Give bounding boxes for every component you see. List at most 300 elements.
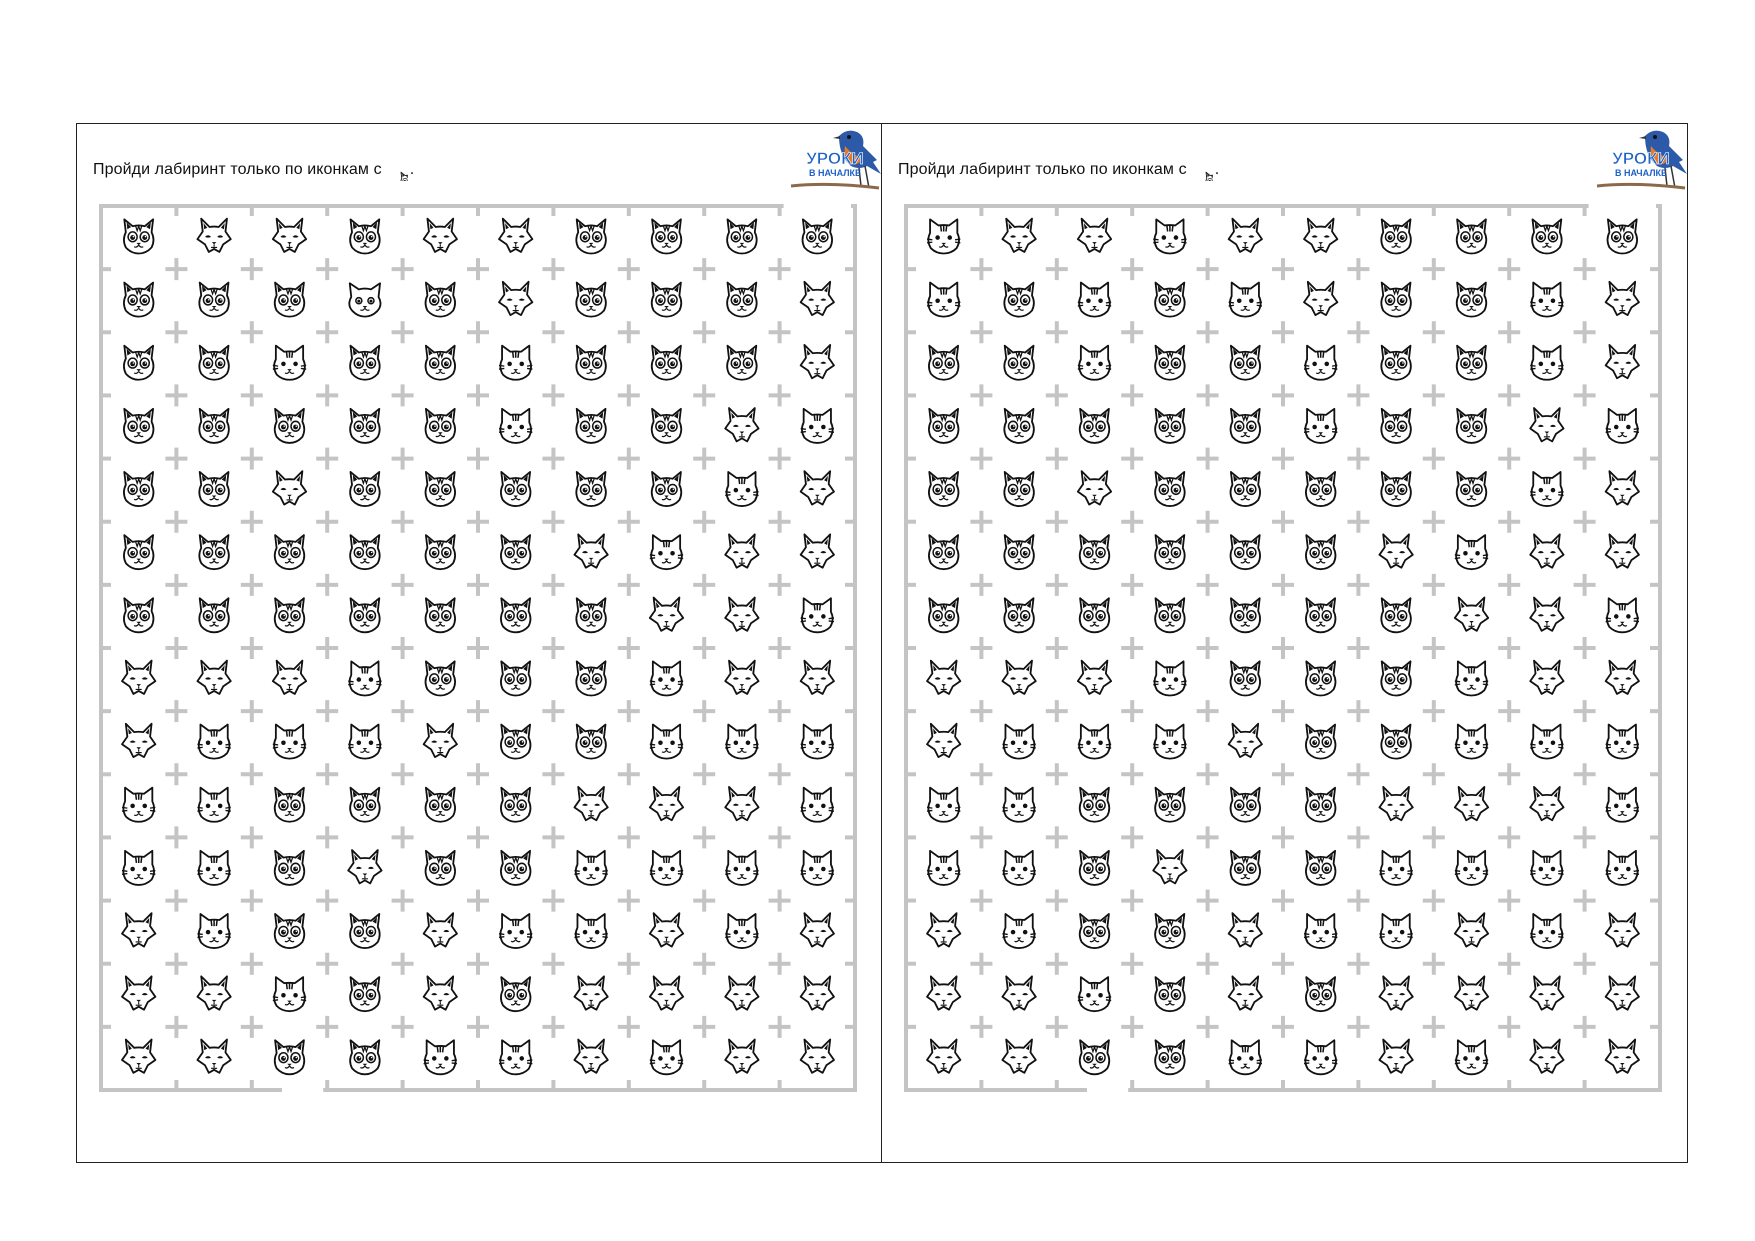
cat-face-bigeyes-icon[interactable] — [501, 535, 531, 569]
cat-face-bigeyes-icon[interactable] — [1155, 283, 1185, 317]
cat-face-striped-icon[interactable] — [650, 851, 683, 885]
cat-face-striped-icon[interactable] — [1304, 914, 1337, 948]
fox-cat-face-icon[interactable] — [273, 471, 306, 504]
fox-cat-face-icon[interactable] — [197, 976, 230, 1009]
cat-face-bigeyes-icon[interactable] — [1080, 851, 1110, 885]
cat-face-bigeyes-icon[interactable] — [275, 535, 305, 569]
fox-cat-face-icon[interactable] — [348, 850, 381, 883]
fox-cat-face-icon[interactable] — [1530, 661, 1563, 694]
cat-face-bigeyes-icon[interactable] — [1608, 219, 1638, 253]
fox-cat-face-icon[interactable] — [1530, 597, 1563, 630]
cat-face-bigeyes-icon[interactable] — [1306, 661, 1336, 695]
maze-wall-cross — [241, 384, 263, 406]
cat-face-bigeyes-icon[interactable] — [1155, 472, 1185, 506]
maze-wall-cross — [1347, 258, 1369, 280]
cat-face-bigeyes-icon[interactable] — [652, 283, 682, 317]
cat-face-striped-icon[interactable] — [801, 598, 834, 632]
fox-cat-face-icon[interactable] — [424, 913, 457, 946]
cat-face-bigeyes-icon[interactable] — [350, 598, 380, 632]
cat-face-bigeyes-icon[interactable] — [1155, 914, 1185, 948]
cat-face-bigeyes-icon[interactable] — [1004, 283, 1034, 317]
cat-face-bigeyes-icon[interactable] — [1306, 788, 1336, 822]
cat-face-bigeyes-icon[interactable] — [1231, 535, 1261, 569]
cat-face-bigeyes-icon[interactable] — [1306, 598, 1336, 632]
fox-cat-face-icon[interactable] — [1153, 850, 1186, 883]
cat-face-bigeyes-icon[interactable] — [929, 598, 959, 632]
cat-face-bigeyes-icon[interactable] — [350, 535, 380, 569]
fox-cat-face-icon[interactable] — [801, 282, 834, 315]
fox-cat-face-icon[interactable] — [424, 219, 457, 252]
cat-face-striped-icon[interactable] — [122, 788, 155, 822]
cat-face-striped-icon[interactable] — [1530, 725, 1563, 759]
fox-cat-face-icon[interactable] — [273, 219, 306, 252]
cat-face-bigeyes-icon[interactable] — [1004, 598, 1034, 632]
cat-face-striped-icon[interactable] — [197, 851, 230, 885]
cat-face-bigeyes-icon[interactable] — [275, 914, 305, 948]
fox-cat-face-icon[interactable] — [1229, 976, 1262, 1009]
cat-face-bigeyes-icon[interactable] — [199, 346, 229, 380]
cat-face-striped-icon[interactable] — [927, 283, 960, 317]
fox-cat-face-icon[interactable] — [1304, 282, 1337, 315]
cat-face-striped-icon[interactable] — [1229, 283, 1262, 317]
cat-face-bigeyes-icon[interactable] — [1306, 535, 1336, 569]
instruction-text — [898, 159, 1219, 181]
cat-face-striped-icon[interactable] — [197, 914, 230, 948]
cat-face-bigeyes-icon[interactable] — [576, 661, 606, 695]
cat-face-bigeyes-icon[interactable] — [652, 346, 682, 380]
cat-face-bigeyes-icon[interactable] — [124, 535, 154, 569]
cat-face-bigeyes-icon[interactable] — [124, 346, 154, 380]
cat-face-striped-icon[interactable] — [499, 914, 532, 948]
cat-face-bigeyes-icon[interactable] — [426, 346, 456, 380]
cat-face-bigeyes-icon[interactable] — [1457, 472, 1487, 506]
cat-face-striped-icon[interactable] — [1379, 914, 1412, 948]
cat-face-striped-icon[interactable] — [801, 788, 834, 822]
cat-face-bigeyes-icon[interactable] — [350, 914, 380, 948]
cat-face-striped-icon[interactable] — [1379, 851, 1412, 885]
fox-cat-face-icon[interactable] — [801, 1039, 834, 1072]
fox-cat-face-icon[interactable] — [1078, 471, 1111, 504]
cat-face-bigeyes-icon[interactable] — [1231, 346, 1261, 380]
cat-face-bigeyes-icon[interactable] — [576, 346, 606, 380]
cat-face-striped-icon[interactable] — [1002, 851, 1035, 885]
fox-cat-face-icon[interactable] — [1530, 976, 1563, 1009]
cat-face-bigeyes-icon[interactable] — [1381, 219, 1411, 253]
cat-face-striped-icon[interactable] — [499, 409, 532, 443]
fox-cat-face-icon[interactable] — [801, 661, 834, 694]
cat-face-bigeyes-icon[interactable] — [1381, 725, 1411, 759]
cat-face-striped-icon[interactable] — [725, 851, 758, 885]
fox-cat-face-icon[interactable] — [725, 408, 758, 441]
fox-cat-face-icon[interactable] — [1606, 913, 1639, 946]
cat-face-bigeyes-icon[interactable] — [1155, 535, 1185, 569]
maze-wall-cross — [970, 448, 992, 470]
fox-cat-face-icon[interactable] — [801, 976, 834, 1009]
cat-face-striped-icon[interactable] — [197, 725, 230, 759]
fox-cat-face-icon[interactable] — [122, 661, 155, 694]
cat-face-bigeyes-icon[interactable] — [350, 219, 380, 253]
fox-cat-face-icon[interactable] — [574, 534, 607, 567]
fox-cat-face-icon[interactable] — [1606, 1039, 1639, 1072]
cat-face-striped-icon[interactable] — [1002, 914, 1035, 948]
fox-cat-face-icon[interactable] — [1379, 1039, 1412, 1072]
cat-face-bigeyes-icon[interactable] — [124, 598, 154, 632]
fox-cat-face-icon[interactable] — [1229, 724, 1262, 757]
cat-face-bigeyes-icon[interactable] — [275, 409, 305, 443]
fox-cat-face-icon[interactable] — [725, 976, 758, 1009]
cat-face-striped-icon[interactable] — [650, 725, 683, 759]
cat-face-bigeyes-icon[interactable] — [275, 283, 305, 317]
cat-face-bigeyes-icon[interactable] — [576, 472, 606, 506]
cat-face-bigeyes-icon[interactable] — [1080, 409, 1110, 443]
cat-face-bigeyes-icon[interactable] — [576, 283, 606, 317]
cat-face-bigeyes-icon[interactable] — [124, 219, 154, 253]
cat-face-striped-icon[interactable] — [1078, 283, 1111, 317]
cat-face-striped-icon[interactable] — [1530, 346, 1563, 380]
cat-face-striped-icon[interactable] — [1530, 283, 1563, 317]
cat-face-striped-icon[interactable] — [1078, 346, 1111, 380]
cat-face-striped-icon[interactable] — [1530, 914, 1563, 948]
cat-face-bigeyes-icon[interactable] — [124, 409, 154, 443]
cat-face-bigeyes-icon[interactable] — [576, 219, 606, 253]
cat-face-bigeyes-icon[interactable] — [426, 283, 456, 317]
cat-face-bigeyes-icon[interactable] — [1532, 219, 1562, 253]
fox-cat-face-icon[interactable] — [650, 913, 683, 946]
fox-cat-face-icon[interactable] — [801, 345, 834, 378]
fox-cat-face-icon[interactable] — [1078, 219, 1111, 252]
cat-face-striped-icon[interactable] — [725, 725, 758, 759]
cat-face-bigeyes-icon[interactable] — [1231, 851, 1261, 885]
fox-cat-face-icon[interactable] — [273, 661, 306, 694]
cat-face-striped-icon[interactable] — [650, 1040, 683, 1074]
cat-face-bigeyes-icon[interactable] — [1080, 598, 1110, 632]
cat-face-striped-icon[interactable] — [1078, 725, 1111, 759]
fox-cat-face-icon[interactable] — [197, 1039, 230, 1072]
fox-cat-face-icon[interactable] — [725, 787, 758, 820]
fox-cat-face-icon[interactable] — [1002, 1039, 1035, 1072]
cat-face-bigeyes-icon[interactable] — [1080, 535, 1110, 569]
maze-grid[interactable] — [93, 198, 863, 1098]
fox-cat-face-icon[interactable] — [1606, 661, 1639, 694]
fox-cat-face-icon[interactable] — [1606, 345, 1639, 378]
fox-cat-face-icon[interactable] — [1002, 661, 1035, 694]
cat-face-bigeyes-icon[interactable] — [350, 977, 380, 1011]
cat-face-bigeyes-icon[interactable] — [501, 851, 531, 885]
fox-cat-face-icon[interactable] — [1606, 976, 1639, 1009]
cat-face-bigeyes-icon[interactable] — [929, 409, 959, 443]
cat-face-bigeyes-icon[interactable] — [1381, 346, 1411, 380]
cat-face-striped-icon[interactable] — [273, 346, 306, 380]
cat-face-bigeyes-icon[interactable] — [1155, 346, 1185, 380]
cat-face-striped-icon[interactable] — [1304, 346, 1337, 380]
cat-face-bigeyes-icon[interactable] — [426, 535, 456, 569]
cat-face-bigeyes-icon[interactable] — [652, 409, 682, 443]
fox-cat-face-icon[interactable] — [424, 976, 457, 1009]
cat-face-bigeyes-icon[interactable] — [199, 472, 229, 506]
cat-face-bigeyes-icon[interactable] — [652, 472, 682, 506]
cat-face-bigeyes-icon[interactable] — [426, 472, 456, 506]
cat-face-bigeyes-icon[interactable] — [1004, 346, 1034, 380]
cat-face-bigeyes-icon[interactable] — [1155, 598, 1185, 632]
maze-wall-cross — [1347, 511, 1369, 533]
cat-face-striped-icon[interactable] — [499, 346, 532, 380]
cat-face-bigeyes-icon[interactable] — [1457, 346, 1487, 380]
fox-cat-face-icon[interactable] — [1002, 976, 1035, 1009]
fox-cat-face-icon[interactable] — [650, 597, 683, 630]
cat-face-bigeyes-icon[interactable] — [1306, 472, 1336, 506]
fox-cat-face-icon[interactable] — [574, 976, 607, 1009]
maze-wall-cross — [1046, 574, 1068, 596]
fox-cat-face-icon[interactable] — [1530, 1039, 1563, 1072]
maze-wall-cross — [316, 321, 338, 343]
fox-cat-face-icon[interactable] — [927, 661, 960, 694]
fox-cat-face-icon[interactable] — [725, 597, 758, 630]
fox-cat-face-icon[interactable] — [1379, 787, 1412, 820]
cat-face-striped-icon[interactable] — [424, 1040, 457, 1074]
cat-face-bigeyes-icon[interactable] — [501, 977, 531, 1011]
cat-face-bigeyes-icon[interactable] — [727, 283, 757, 317]
cat-face-striped-icon[interactable] — [650, 535, 683, 569]
fox-cat-face-icon[interactable] — [499, 282, 532, 315]
cat-face-bigeyes-icon[interactable] — [1155, 977, 1185, 1011]
cat-face-bigeyes-icon[interactable] — [1155, 788, 1185, 822]
cat-face-striped-icon[interactable] — [1455, 1040, 1488, 1074]
fox-cat-face-icon[interactable] — [574, 1039, 607, 1072]
cat-face-striped-icon[interactable] — [650, 661, 683, 695]
cat-face-bigeyes-icon[interactable] — [1381, 598, 1411, 632]
cat-face-bigeyes-icon[interactable] — [1004, 472, 1034, 506]
fox-cat-face-icon[interactable] — [122, 1039, 155, 1072]
cat-face-bigeyes-icon[interactable] — [1080, 914, 1110, 948]
cat-face-striped-icon[interactable] — [927, 788, 960, 822]
cat-face-bigeyes-icon[interactable] — [350, 409, 380, 443]
cat-face-striped-icon[interactable] — [1002, 788, 1035, 822]
cat-face-bigeyes-icon[interactable] — [426, 661, 456, 695]
cat-face-bigeyes-icon[interactable] — [275, 788, 305, 822]
fox-cat-face-icon[interactable] — [1606, 471, 1639, 504]
cat-face-striped-icon[interactable] — [927, 219, 960, 253]
fox-cat-face-icon[interactable] — [725, 534, 758, 567]
fox-cat-face-icon[interactable] — [1455, 913, 1488, 946]
cat-face-bigeyes-icon[interactable] — [501, 472, 531, 506]
cat-face-striped-icon[interactable] — [1455, 725, 1488, 759]
cat-face-bigeyes-icon[interactable] — [929, 535, 959, 569]
cat-face-striped-icon[interactable] — [1153, 725, 1186, 759]
maze-wall-cross — [165, 321, 187, 343]
cat-face-striped-icon[interactable] — [1455, 535, 1488, 569]
fox-cat-face-icon[interactable] — [1455, 976, 1488, 1009]
cat-face-bigeyes-icon[interactable] — [1080, 788, 1110, 822]
cat-face-bigeyes-icon[interactable] — [199, 283, 229, 317]
fox-cat-face-icon[interactable] — [725, 1039, 758, 1072]
cat-face-bigeyes-icon[interactable] — [1004, 535, 1034, 569]
cat-face-striped-icon[interactable] — [927, 851, 960, 885]
maze-wall-cross — [693, 258, 715, 280]
fox-cat-face-icon[interactable] — [1530, 408, 1563, 441]
cat-face-striped-icon[interactable] — [801, 725, 834, 759]
cat-face-bigeyes-icon[interactable] — [1231, 598, 1261, 632]
maze-wall-cross — [618, 637, 640, 659]
fox-cat-face-icon[interactable] — [499, 219, 532, 252]
cat-face-bigeyes-icon[interactable] — [199, 409, 229, 443]
cat-face-bigeyes-icon[interactable] — [576, 598, 606, 632]
cat-face-bigeyes-icon[interactable] — [576, 725, 606, 759]
cat-face-bigeyes-icon[interactable] — [929, 472, 959, 506]
fox-cat-face-icon[interactable] — [1455, 787, 1488, 820]
fox-cat-face-icon[interactable] — [927, 976, 960, 1009]
maze-wall-cross — [1046, 511, 1068, 533]
cat-face-bigeyes-icon[interactable] — [1381, 409, 1411, 443]
fox-cat-face-icon[interactable] — [122, 913, 155, 946]
cat-face-bigeyes-icon[interactable] — [501, 598, 531, 632]
cat-face-striped-icon[interactable] — [574, 851, 607, 885]
cat-face-striped-icon[interactable] — [197, 788, 230, 822]
cat-face-striped-icon[interactable] — [1606, 788, 1639, 822]
cat-face-bigeyes-icon[interactable] — [350, 1040, 380, 1074]
cat-face-striped-icon[interactable] — [1606, 409, 1639, 443]
cat-face-striped-icon[interactable] — [1606, 725, 1639, 759]
fox-cat-face-icon[interactable] — [1606, 534, 1639, 567]
maze-wall-cross — [1347, 700, 1369, 722]
cat-face-bigeyes-icon[interactable] — [426, 788, 456, 822]
cat-face-bigeyes-icon[interactable] — [350, 788, 380, 822]
cat-face-bigeyes-icon[interactable] — [1080, 1040, 1110, 1074]
cat-face-striped-icon[interactable] — [1530, 472, 1563, 506]
cat-face-bigeyes-icon[interactable] — [199, 598, 229, 632]
cat-face-bigeyes-icon[interactable] — [350, 346, 380, 380]
cat-face-striped-icon[interactable] — [273, 725, 306, 759]
cat-face-bigeyes-icon[interactable] — [727, 346, 757, 380]
maze-wall-cross — [316, 953, 338, 975]
cat-face-bigeyes-icon[interactable] — [501, 788, 531, 822]
fox-cat-face-icon[interactable] — [927, 913, 960, 946]
cat-face-striped-icon[interactable] — [725, 472, 758, 506]
cat-face-striped-icon[interactable] — [1606, 598, 1639, 632]
fox-cat-face-icon[interactable] — [1606, 282, 1639, 315]
cat-face-striped-icon[interactable] — [273, 977, 306, 1011]
cat-face-bigeyes-icon[interactable] — [426, 409, 456, 443]
fox-cat-face-icon[interactable] — [927, 724, 960, 757]
fox-cat-face-icon[interactable] — [1379, 534, 1412, 567]
maze-grid[interactable] — [898, 198, 1668, 1098]
cat-face-striped-icon[interactable] — [1606, 851, 1639, 885]
cat-face-bigeyes-icon[interactable] — [501, 661, 531, 695]
maze-wall-cross — [165, 511, 187, 533]
cat-face-bigeyes-icon[interactable] — [426, 598, 456, 632]
cat-face-striped-icon[interactable] — [1078, 977, 1111, 1011]
cat-face-striped-icon[interactable] — [1304, 1040, 1337, 1074]
fox-cat-face-icon[interactable] — [197, 661, 230, 694]
cat-face-bigeyes-icon[interactable] — [1381, 472, 1411, 506]
cat-face-bigeyes-icon[interactable] — [124, 472, 154, 506]
cat-face-bigeyes-icon[interactable] — [652, 219, 682, 253]
cat-face-striped-icon[interactable] — [1153, 219, 1186, 253]
maze-wall-cross — [392, 953, 414, 975]
cat-face-striped-icon[interactable] — [801, 851, 834, 885]
cat-face-bigeyes-icon[interactable] — [1306, 725, 1336, 759]
cat-face-bigeyes-icon[interactable] — [199, 535, 229, 569]
cat-face-bigeyes-icon[interactable] — [501, 725, 531, 759]
fox-cat-face-icon[interactable] — [801, 471, 834, 504]
cat-face-bigeyes-icon[interactable] — [803, 219, 833, 253]
fox-cat-face-icon[interactable] — [1002, 219, 1035, 252]
cat-face-striped-icon[interactable] — [1153, 661, 1186, 695]
cat-face-striped-icon[interactable] — [1455, 661, 1488, 695]
maze-wall-cross — [1498, 953, 1520, 975]
cat-face-round-icon[interactable] — [349, 283, 380, 316]
cat-face-bigeyes-icon[interactable] — [1231, 409, 1261, 443]
cat-face-bigeyes-icon[interactable] — [1231, 661, 1261, 695]
fox-cat-face-icon[interactable] — [1379, 976, 1412, 1009]
cat-face-bigeyes-icon[interactable] — [1457, 409, 1487, 443]
cat-face-bigeyes-icon[interactable] — [1306, 851, 1336, 885]
cat-face-striped-icon[interactable] — [574, 914, 607, 948]
fox-cat-face-icon[interactable] — [122, 976, 155, 1009]
cat-face-striped-icon[interactable] — [801, 409, 834, 443]
fox-cat-face-icon[interactable] — [801, 913, 834, 946]
cat-face-bigeyes-icon[interactable] — [727, 219, 757, 253]
cat-face-bigeyes-icon[interactable] — [1457, 283, 1487, 317]
fox-cat-face-icon[interactable] — [424, 724, 457, 757]
cat-face-bigeyes-icon[interactable] — [350, 472, 380, 506]
cat-face-bigeyes-icon[interactable] — [1306, 977, 1336, 1011]
fox-cat-face-icon[interactable] — [927, 1039, 960, 1072]
fox-cat-face-icon[interactable] — [1530, 534, 1563, 567]
fox-cat-face-icon[interactable] — [725, 661, 758, 694]
cat-face-striped-icon[interactable] — [348, 725, 381, 759]
cat-face-bigeyes-icon[interactable] — [1155, 1040, 1185, 1074]
cat-face-bigeyes-icon[interactable] — [426, 851, 456, 885]
fox-cat-face-icon[interactable] — [1229, 219, 1262, 252]
fox-cat-face-icon[interactable] — [1304, 219, 1337, 252]
cat-face-striped-icon[interactable] — [1304, 409, 1337, 443]
cat-face-striped-icon[interactable] — [1229, 1040, 1262, 1074]
fox-cat-face-icon[interactable] — [650, 976, 683, 1009]
fox-cat-face-icon[interactable] — [1229, 913, 1262, 946]
cat-face-striped-icon[interactable] — [499, 1040, 532, 1074]
cat-face-striped-icon[interactable] — [122, 851, 155, 885]
cat-face-bigeyes-icon[interactable] — [1155, 409, 1185, 443]
maze-wall-cross — [1046, 321, 1068, 343]
cat-face-bigeyes-icon[interactable] — [1457, 219, 1487, 253]
cat-face-striped-icon[interactable] — [1530, 851, 1563, 885]
cat-face-bigeyes-icon[interactable] — [124, 283, 154, 317]
cat-face-bigeyes-icon[interactable] — [1381, 283, 1411, 317]
fox-cat-face-icon[interactable] — [1530, 787, 1563, 820]
cat-face-bigeyes-icon[interactable] — [1231, 472, 1261, 506]
fox-cat-face-icon[interactable] — [1455, 597, 1488, 630]
cat-face-bigeyes-icon[interactable] — [929, 346, 959, 380]
cat-face-striped-icon[interactable] — [725, 914, 758, 948]
cat-face-striped-icon[interactable] — [348, 661, 381, 695]
cat-face-bigeyes-icon[interactable] — [275, 598, 305, 632]
cat-face-bigeyes-icon[interactable] — [1231, 788, 1261, 822]
fox-cat-face-icon[interactable] — [122, 724, 155, 757]
cat-face-striped-icon[interactable] — [1002, 725, 1035, 759]
cat-face-bigeyes-icon[interactable] — [1004, 409, 1034, 443]
fox-cat-face-icon[interactable] — [801, 534, 834, 567]
fox-cat-face-icon[interactable] — [197, 219, 230, 252]
fox-cat-face-icon[interactable] — [574, 787, 607, 820]
brand-logo — [1595, 126, 1687, 198]
fox-cat-face-icon[interactable] — [650, 787, 683, 820]
cat-face-bigeyes-icon[interactable] — [576, 409, 606, 443]
fox-cat-face-icon[interactable] — [1078, 661, 1111, 694]
cat-face-striped-icon[interactable] — [1455, 851, 1488, 885]
cat-face-bigeyes-icon[interactable] — [1381, 661, 1411, 695]
cat-face-bigeyes-icon[interactable] — [275, 851, 305, 885]
cat-face-bigeyes-icon[interactable] — [275, 1040, 305, 1074]
